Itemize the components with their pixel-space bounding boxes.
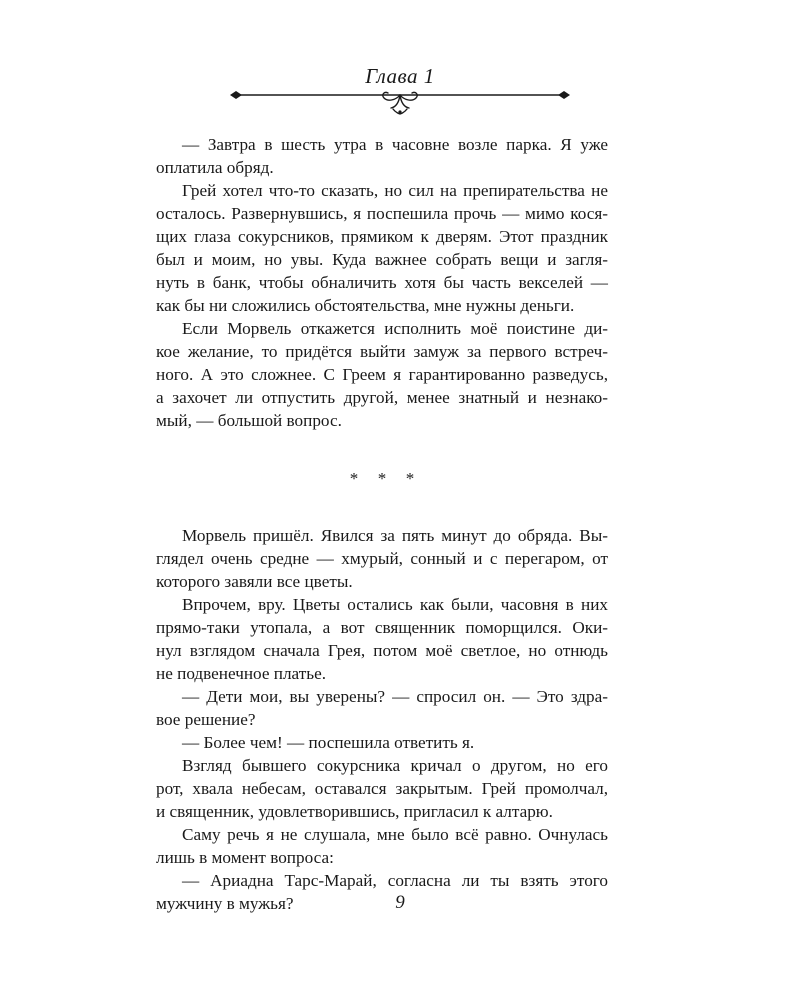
ornament-left-diamond-icon xyxy=(230,91,242,99)
paragraph-line: щих глаза сокурсников, прямиком к дверям. Этот праздник xyxy=(156,227,608,246)
paragraph-line: прямо-таки утопала, а вот священник поморщился. Оки- xyxy=(156,618,608,637)
paragraph-line: и священник, удовлетворившись, пригласил к алтарю. xyxy=(156,802,553,821)
paragraph-line: Впрочем, вру. Цветы остались как были, часовня в них xyxy=(182,595,608,614)
paragraph xyxy=(156,179,608,317)
paragraph-line: Грей хотел что-то сказать, но сил на препирательства не xyxy=(182,181,608,200)
ornament-center-dot-icon xyxy=(398,110,401,113)
scene-break-asterisk: * xyxy=(377,468,387,488)
paragraph-line: вое решение? xyxy=(156,710,256,729)
paragraph-line: был и моим, но увы. Куда важнее собрать вещи и загля- xyxy=(156,250,608,269)
scene-break-asterisk: * xyxy=(349,468,359,488)
scene-break-asterisk: * xyxy=(405,468,415,488)
paragraph-line: мужчину в мужья? xyxy=(156,894,294,913)
paragraph-line: Если Морвель откажется исполнить моё поистине ди- xyxy=(182,319,608,338)
paragraph-line: оплатила обряд. xyxy=(156,158,274,177)
paragraph-line: глядел очень средне — хмурый, сонный и с перегаром, от xyxy=(156,549,608,568)
paragraph-line: как бы ни сложились обстоятельства, мне нужны деньги. xyxy=(156,296,575,315)
paragraph-line: кое желание, то придётся выйти замуж за первого встреч- xyxy=(156,342,608,361)
paragraph-line: ного. А это сложнее. С Греем я гарантированно разведусь, xyxy=(156,365,608,384)
running-head-chapter-title: Глава 1 xyxy=(365,64,435,88)
ornament-right-diamond-icon xyxy=(558,91,570,99)
paragraph-line: нул взглядом сначала Грея, потом моё светлое, но отнюдь xyxy=(156,641,608,660)
paragraph-line: — Завтра в шесть утра в часовне возле парка. Я уже xyxy=(182,135,608,154)
paragraph-line: рот, хвала небесам, оставался закрытым. Грей промолчал, xyxy=(156,779,608,798)
text-section-one xyxy=(156,133,608,432)
scene-break xyxy=(156,432,608,524)
paragraph-line: — Дети мои, вы уверены? — спросил он. — Это здра- xyxy=(182,687,608,706)
paragraph xyxy=(156,133,608,179)
paragraph-line: — Более чем! — поспешила ответить я. xyxy=(182,733,475,752)
paragraph xyxy=(156,823,608,869)
paragraph xyxy=(156,731,608,754)
paragraph-line: Саму речь я не слушала, мне было всё равно. Очнулась xyxy=(182,825,608,844)
paragraph xyxy=(156,685,608,731)
paragraph xyxy=(156,524,608,593)
paragraph xyxy=(156,754,608,823)
header-ornament-divider xyxy=(228,84,572,118)
paragraph-line: не подвенечное платье. xyxy=(156,664,327,683)
paragraph-line: Морвель пришёл. Явился за пять минут до обряда. Вы- xyxy=(182,526,608,545)
paragraph-line: которого завяли все цветы. xyxy=(156,572,353,591)
paragraph xyxy=(156,317,608,432)
paragraph-line: а захочет ли отпустить другой, менее знатный и незнако- xyxy=(156,388,608,407)
paragraph-line: нуть в банк, чтобы обналичить хотя бы часть векселей — xyxy=(156,273,608,292)
text-section-two xyxy=(156,524,608,915)
paragraph-line: осталось. Развернувшись, я поспешила прочь — мимо кося- xyxy=(156,204,608,223)
paragraph-line: лишь в момент вопроса: xyxy=(156,848,334,867)
page-number: 9 xyxy=(395,892,405,913)
main-text-block xyxy=(156,133,608,915)
paragraph-line: Взгляд бывшего сокурсника кричал о другом, но его xyxy=(182,756,608,775)
paragraph-line: — Ариадна Тарс-Марай, согласна ли ты взять этого xyxy=(182,871,608,890)
paragraph xyxy=(156,593,608,685)
paragraph-line: мый, — большой вопрос. xyxy=(156,411,342,430)
